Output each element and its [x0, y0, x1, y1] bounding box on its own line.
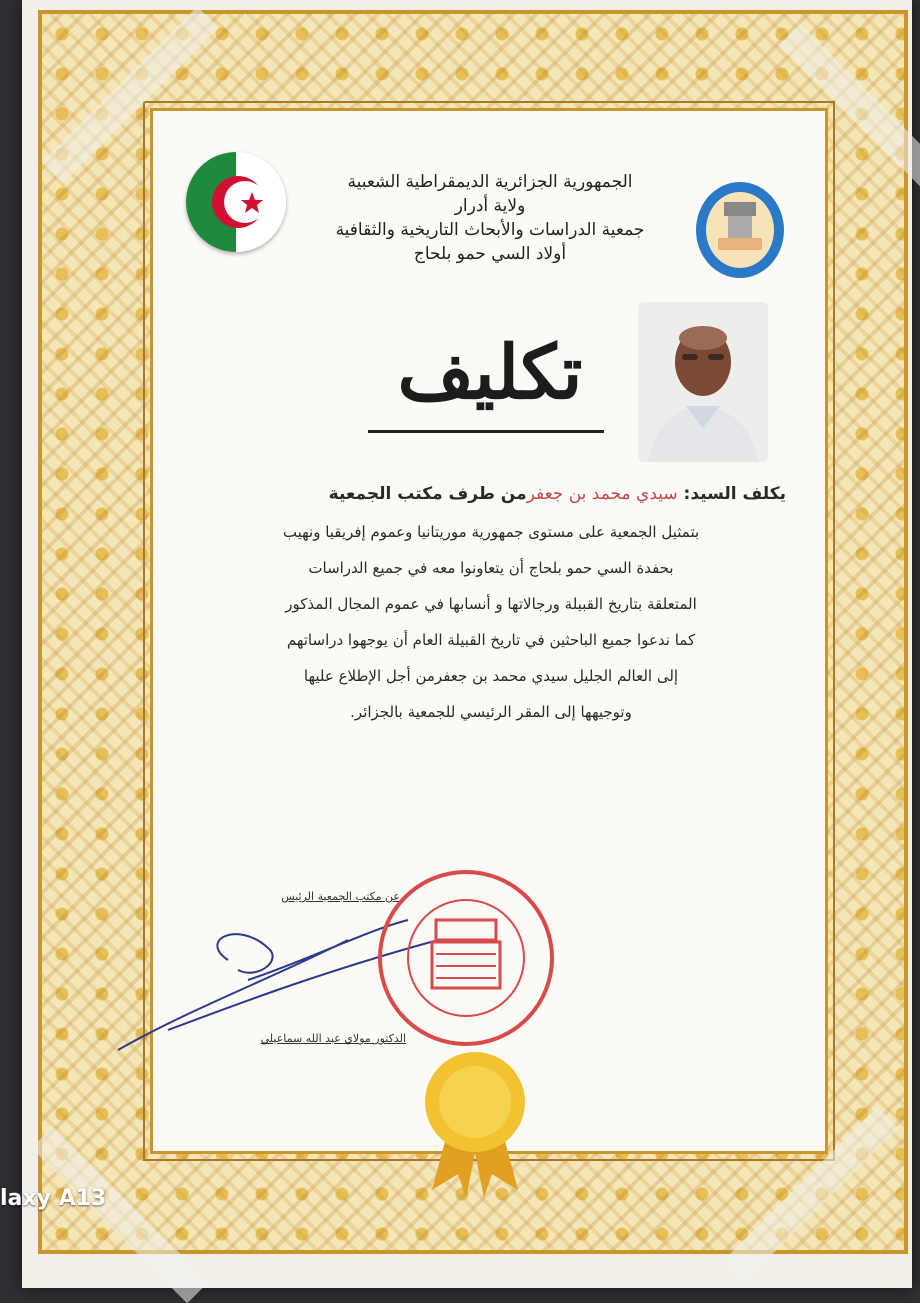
certificate-header — [300, 170, 680, 266]
header-country: الجمهورية الجزائرية الديمقراطية الشعبية — [347, 172, 633, 192]
signature-caption: عن مكتب الجمعية الرئيس — [281, 890, 400, 903]
body-line: بحفدة السي حمو بلحاج أن يتعاونوا معه في جميع الدراسات — [308, 559, 674, 577]
body-line: المتعلقة بتاريخ القبيلة ورجالاتها و أنسابها في عموم المجال المذكور — [285, 595, 697, 613]
association-logo-icon — [694, 180, 786, 280]
certificate-body — [196, 474, 786, 730]
signer-name: الدكتور مولاي عبد الله سماعيلي — [260, 1032, 406, 1045]
header-tribe: أولاد السي حمو بلحاج — [413, 244, 567, 264]
corner-ribbon — [42, 7, 219, 184]
intro-prefix: يكلف السيد: — [677, 484, 786, 504]
red-stamp — [376, 868, 556, 1048]
body-line: وتوجيهها إلى المقر الرئيسي للجمعية بالجزائر. — [350, 703, 632, 721]
algeria-flag-icon — [186, 152, 286, 252]
body-intro — [196, 474, 786, 514]
body-line: كما ندعوا جميع الباحثين في تاريخ القبيلة العام أن يوجهوا دراساتهم — [286, 631, 696, 649]
gold-seal-icon — [400, 1040, 550, 1200]
corner-ribbon — [779, 24, 920, 187]
intro-suffix: من طرف مكتب الجمعية — [328, 484, 527, 504]
title-underline — [368, 430, 604, 433]
header-province: ولاية أدرار — [454, 196, 526, 216]
person-name: سيدي محمد بن جعفر — [526, 484, 678, 504]
body-line: بتمثيل الجمعية على مستوى جمهورية موريتانيا وعموم إفريقيا ونهيب — [282, 523, 700, 541]
body-line: إلى العالم الجليل سيدي محمد بن جعفرمن أجل الإطلاع عليها — [303, 667, 679, 685]
header-association: جمعية الدراسات والأبحاث التاريخية والثقافية — [335, 220, 645, 240]
corner-ribbon — [32, 1127, 209, 1303]
camera-watermark: laxy A13 — [0, 1186, 107, 1211]
portrait-photo — [638, 302, 768, 462]
corner-ribbon — [722, 1107, 899, 1284]
certificate-title: تكليف — [397, 330, 583, 416]
